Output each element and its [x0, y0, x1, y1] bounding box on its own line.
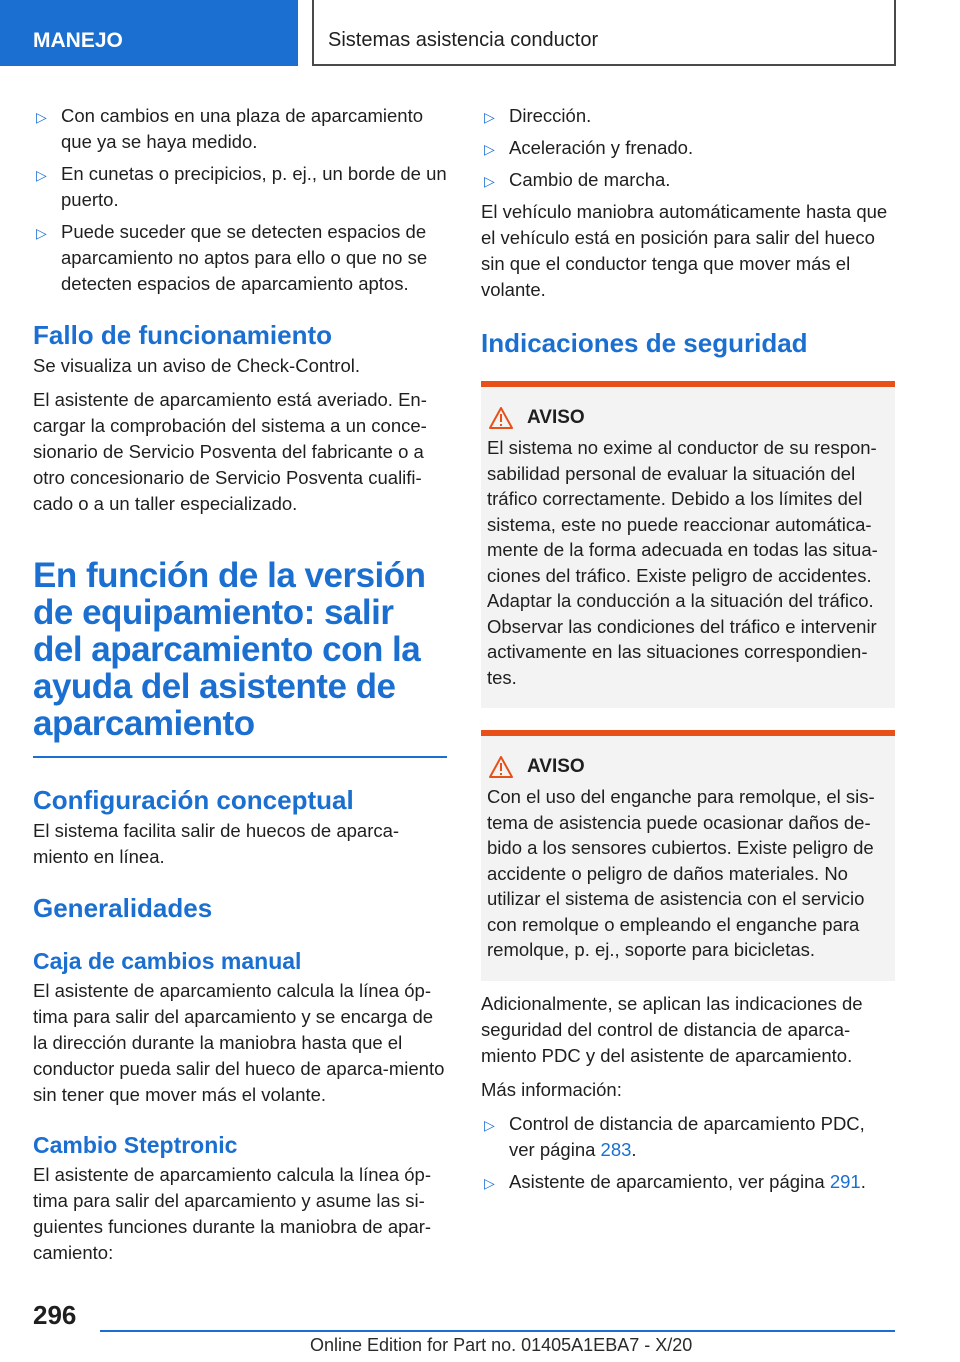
heading-seguridad: Indicaciones de seguridad	[481, 328, 808, 358]
warning-label: AVISO	[527, 407, 585, 428]
paragraph: El asistente de aparcamiento calcula la línea óp-tima para salir del aparcamiento y se encarga de la dirección durante la maniobra hasta que el conductor pueda salir del hueco de aparca-miento sin tener que mover más el volante.	[33, 980, 445, 1105]
list-item: ▷ En cunetas o precipicios, p. ej., un borde de un puerto.	[36, 163, 447, 210]
list-item: ▷ Control de distancia de aparcamiento PDC, ver página 283.	[484, 1112, 865, 1160]
section-title: Sistemas asistencia conductor	[312, 0, 896, 66]
edition-note: Online Edition for Part no. 01405A1EBA7 - X/20	[310, 1335, 693, 1355]
list-item: ▷ Aceleración y frenado.	[481, 135, 895, 161]
warning-box	[481, 730, 895, 981]
right-column	[481, 103, 895, 1201]
chapter-tab: MANEJO	[0, 0, 298, 66]
triangle-bullet-icon: ▷	[36, 167, 47, 183]
functions-list	[481, 103, 895, 193]
page-link-283[interactable]: 283	[600, 1138, 632, 1160]
left-column	[33, 103, 447, 1274]
page-number: 296	[33, 1300, 77, 1330]
heading-manual: Caja de cambios manual	[33, 948, 302, 974]
list-item: ▷ Puede suceder que se detecten espacios de aparcamiento no aptos para ello o que no se detecten espacios de aparcamiento aptos.	[36, 221, 428, 294]
list-item: ▷ Asistente de aparcamiento, ver página 291.	[481, 1169, 895, 1195]
main-heading: En función de la versión de equipamiento: salir del aparcamiento con la ayuda del asistente de aparcamiento	[33, 556, 426, 743]
heading-divider	[33, 756, 447, 758]
references-list	[481, 1111, 895, 1195]
footer-divider	[100, 1330, 895, 1332]
warning-triangle-icon	[489, 756, 513, 778]
triangle-bullet-icon: ▷	[484, 109, 495, 125]
list-item: ▷ Con cambios en una plaza de aparcamiento que ya se haya medido.	[36, 105, 424, 152]
list-item: ▷ Dirección.	[481, 103, 895, 129]
paragraph: El sistema facilita salir de huecos de aparca-miento en línea.	[33, 820, 400, 867]
warning-box	[481, 381, 895, 708]
warning-triangle-icon	[489, 407, 513, 429]
triangle-bullet-icon: ▷	[36, 225, 47, 241]
triangle-bullet-icon: ▷	[484, 1174, 495, 1191]
warning-text: Con el uso del enganche para remolque, el sis-tema de asistencia puede ocasionar daños de-bido a los sensores cubiertos. Existe peligro de accidente o peligro de daños materiales. No utilizar el sistema de asistencia con el servicio con remolque o empleando el enganche para remolque, p. ej., soporte para bicicletas.	[487, 786, 875, 960]
paragraph: Más información:	[481, 1078, 622, 1100]
paragraph: Se visualiza un aviso de Check-Control.	[33, 355, 360, 376]
heading-config: Configuración conceptual	[33, 785, 354, 815]
paragraph: El asistente de aparcamiento está averiado. En-cargar la comprobación del sistema a un conce-sionario de Servicio Posventa del fabricante o a otro concesionario de Servicio Posventa cualifi-cado o a un taller especializado.	[33, 389, 427, 514]
triangle-bullet-icon: ▷	[36, 109, 47, 125]
limits-list	[33, 103, 447, 297]
paragraph: Adicionalmente, se aplican las indicaciones de seguridad del control de distancia de aparca-miento PDC y del asistente de aparcamiento.	[481, 992, 863, 1066]
warning-label: AVISO	[527, 756, 585, 777]
heading-fallo: Fallo de funcionamiento	[33, 320, 333, 350]
heading-steptronic: Cambio Steptronic	[33, 1132, 238, 1158]
triangle-bullet-icon: ▷	[484, 1116, 495, 1133]
paragraph: El vehículo maniobra automáticamente hasta que el vehículo está en posición para salir del hueco sin que el conductor tenga que mover más el volante.	[481, 201, 888, 300]
warning-text: El sistema no exime al conductor de su respon-sabilidad personal de evaluar la situación del tráfico correctamente. Debido a los límites del sistema, este no puede reaccionar automática-mente de la forma adecuada en todas las situa-ciones del tráfico. Existe peligro de accidentes. Adaptar la conducción a la situación del tráfico. Observar las condiciones del tráfico e intervenir activamente en las situaciones correspondien-tes.	[487, 437, 878, 688]
triangle-bullet-icon: ▷	[484, 141, 495, 157]
page-link-291[interactable]: 291	[829, 1170, 861, 1192]
triangle-bullet-icon: ▷	[484, 173, 495, 189]
list-item: ▷ Cambio de marcha.	[481, 167, 895, 193]
paragraph: El asistente de aparcamiento calcula la línea óp-tima para salir del aparcamiento y asume las si-guientes funciones durante la maniobra de apar-camiento:	[33, 1164, 432, 1263]
heading-generalidades: Generalidades	[33, 893, 213, 923]
